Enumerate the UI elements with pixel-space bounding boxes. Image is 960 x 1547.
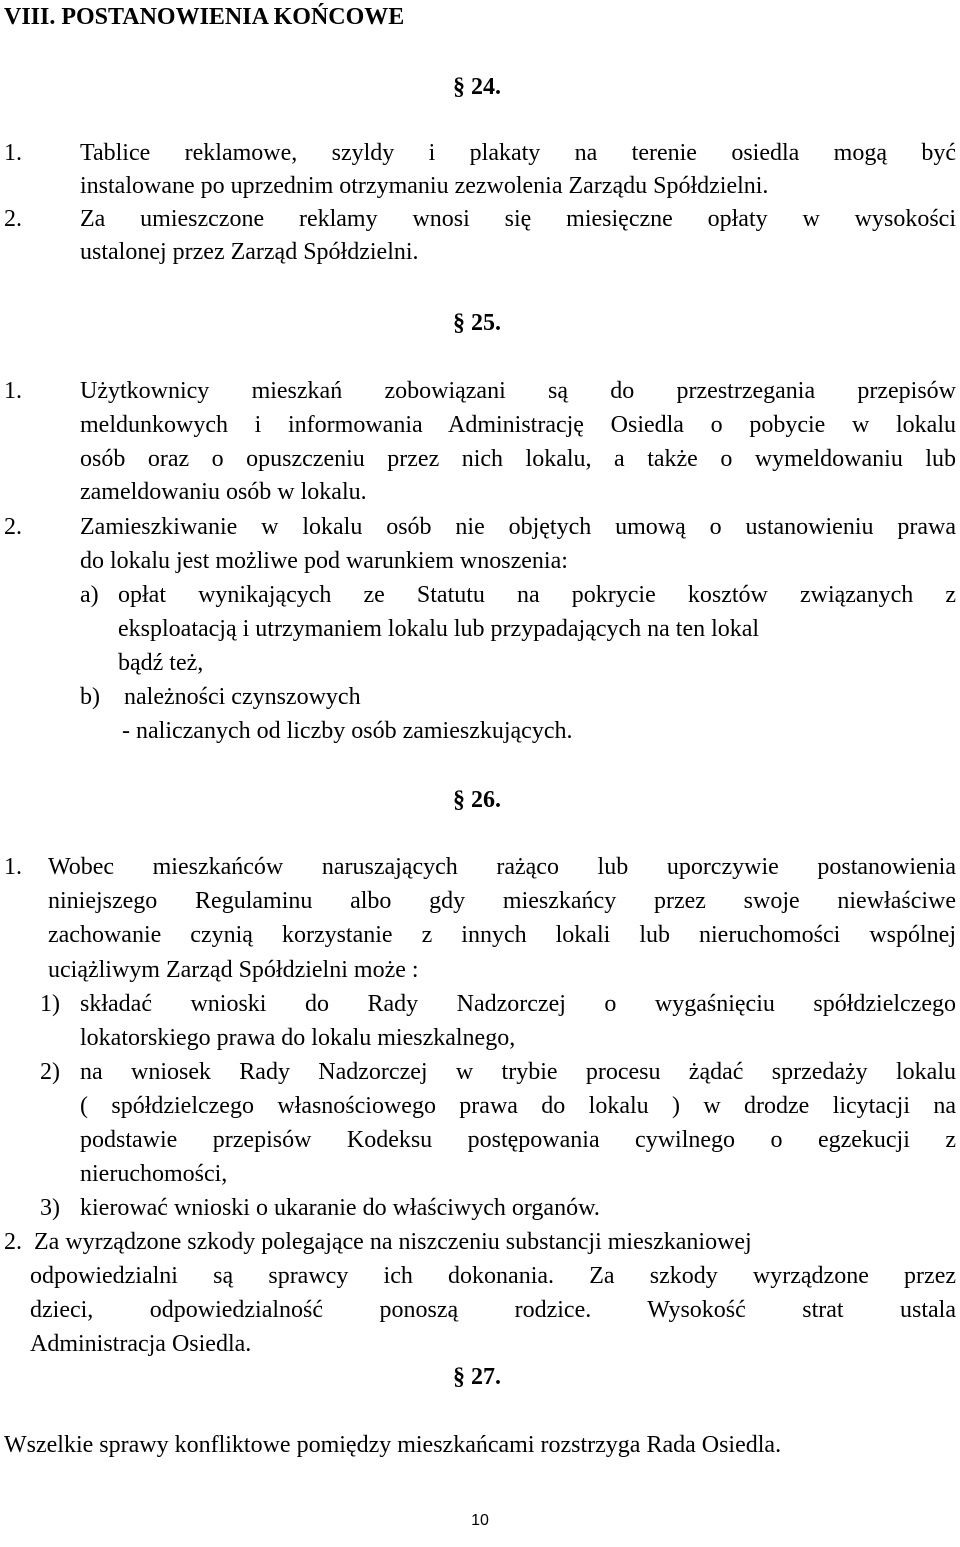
s26-p1-line: zachowanie czynią korzystanie z innych lokali lub nieruchomości wspólnej <box>48 922 956 948</box>
section-27-title: § 27. <box>453 1364 501 1390</box>
s26-item-1-line: składać wnioski do Rady Nadzorczej o wygaśnięciu spółdzielczego <box>80 991 956 1017</box>
page-number: 10 <box>471 1512 489 1529</box>
s25-p1-line: osób oraz o opuszczeniu przez nich lokalu, a także o wymeldowaniu lub <box>80 446 956 472</box>
s24-item-2-number: 2. <box>4 206 22 232</box>
s26-item-1-line: lokatorskiego prawa do lokalu mieszkalnego, <box>80 1025 516 1051</box>
s26-p1-number: 1. <box>4 854 22 880</box>
s25-item-b-line: należności czynszowych <box>124 684 361 710</box>
s26-item-2-label: 2) <box>40 1059 60 1085</box>
s25-p1-number: 1. <box>4 378 22 404</box>
s24-item-2-line-1: Za umieszczone reklamy wnosi się miesięczne opłaty w wysokości <box>80 206 956 232</box>
section-24-title: § 24. <box>453 74 501 100</box>
s25-item-a-line: opłat wynikających ze Statutu na pokrycie kosztów związanych z <box>118 582 956 608</box>
s25-item-b-label: b) <box>80 684 100 710</box>
s24-item-1-number: 1. <box>4 140 22 166</box>
s24-item-2-line-2: ustalonej przez Zarząd Spółdzielni. <box>80 239 419 265</box>
s25-item-a-line: bądź też, <box>118 650 204 676</box>
s25-p1-line: meldunkowych i informowania Administrację Osiedla o pobycie w lokalu <box>80 412 956 438</box>
s25-p2-number: 2. <box>4 514 22 540</box>
s25-tail-line: - naliczanych od liczby osób zamieszkujących. <box>122 718 573 744</box>
s24-item-1-line-1: Tablice reklamowe, szyldy i plakaty na terenie osiedla mogą być <box>80 140 956 166</box>
s25-p2-line: do lokalu jest możliwe pod warunkiem wnoszenia: <box>80 548 568 574</box>
s26-p2-line: Administracja Osiedla. <box>30 1331 252 1357</box>
s25-p1-line: zameldowaniu osób w lokalu. <box>80 479 367 505</box>
section-25-title: § 25. <box>453 310 501 336</box>
s26-item-2-line: ( spółdzielczego własnościowego prawa do lokalu ) w drodze licytacji na <box>80 1093 956 1119</box>
s26-item-2-line: nieruchomości, <box>80 1161 228 1187</box>
section-26-title: § 26. <box>453 787 501 813</box>
s27-text: Wszelkie sprawy konfliktowe pomiędzy mieszkańcami rozstrzyga Rada Osiedla. <box>4 1432 782 1458</box>
s25-item-a-label: a) <box>80 582 99 608</box>
s26-p2-line: Za wyrządzone szkody polegające na niszczeniu substancji mieszkaniowej <box>34 1229 752 1255</box>
chapter-heading: VIII. POSTANOWIENIA KOŃCOWE <box>4 4 405 30</box>
s26-item-2-line: podstawie przepisów Kodeksu postępowania cywilnego o egzekucji z <box>80 1127 956 1153</box>
s25-item-a-line: eksploatacją i utrzymaniem lokalu lub przypadających na ten lokal <box>118 616 760 642</box>
s24-item-1-line-2: instalowane po uprzednim otrzymaniu zezwolenia Zarządu Spółdzielni. <box>80 173 769 199</box>
s26-item-1-label: 1) <box>40 991 60 1017</box>
s26-item-3-label: 3) <box>40 1195 60 1221</box>
s26-p1-line: uciążliwym Zarząd Spółdzielni może : <box>48 957 419 983</box>
s26-p2-number: 2. <box>4 1229 22 1255</box>
s26-item-2-line: na wniosek Rady Nadzorczej w trybie procesu żądać sprzedaży lokalu <box>80 1059 956 1085</box>
s25-p2-line: Zamieszkiwanie w lokalu osób nie objętych umową o ustanowieniu prawa <box>80 514 956 540</box>
s25-p1-line: Użytkownicy mieszkań zobowiązani są do przestrzegania przepisów <box>80 378 956 404</box>
s26-p1-line: niniejszego Regulaminu albo gdy mieszkańcy przez swoje niewłaściwe <box>48 888 956 914</box>
s26-p1-line: Wobec mieszkańców naruszających rażąco lub uporczywie postanowienia <box>48 854 956 880</box>
s26-p2-line: odpowiedzialni są sprawcy ich dokonania. Za szkody wyrządzone przez <box>30 1263 956 1289</box>
s26-item-3-line: kierować wnioski o ukaranie do właściwych organów. <box>80 1195 600 1221</box>
s26-p2-line: dzieci, odpowiedzialność ponoszą rodzice. Wysokość strat ustala <box>30 1297 956 1323</box>
